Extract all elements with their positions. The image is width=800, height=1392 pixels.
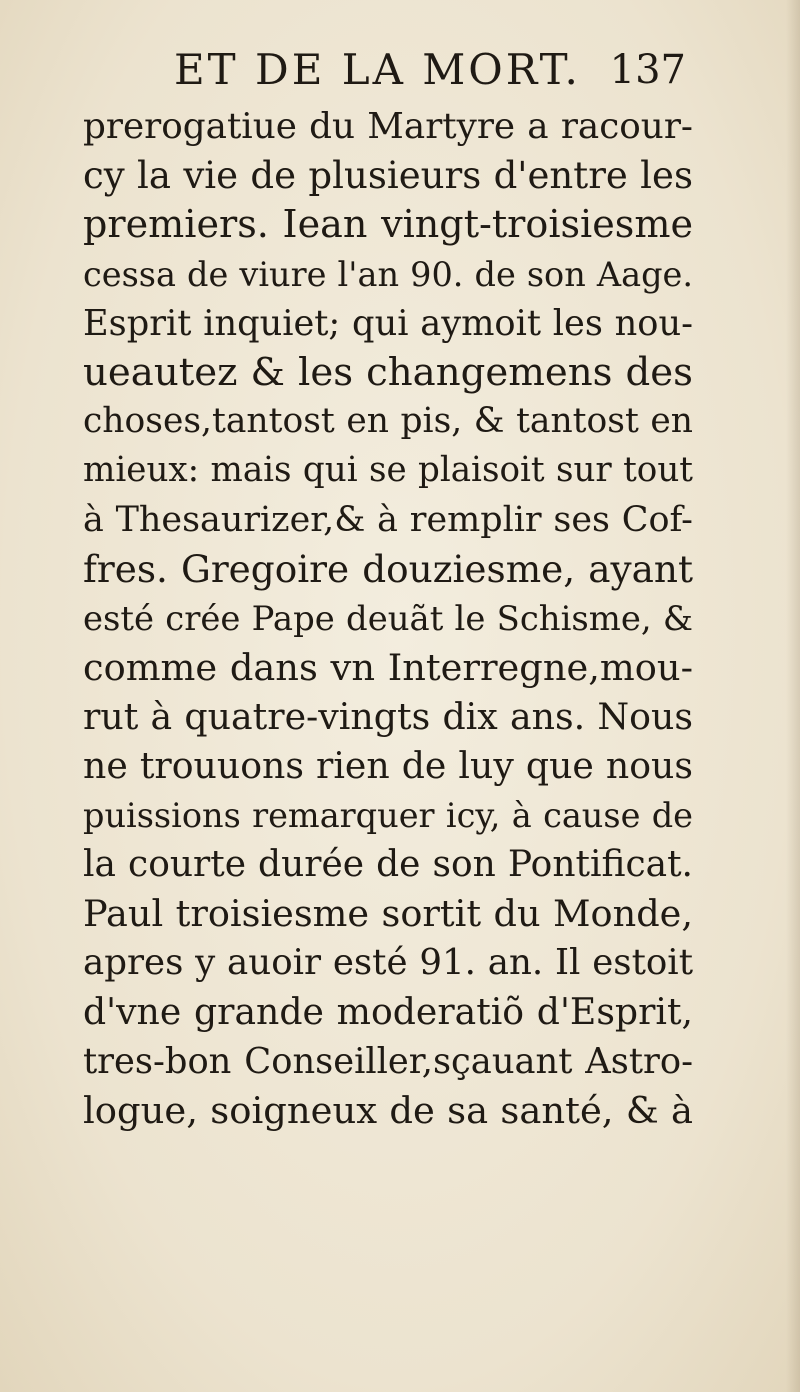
text-line: tres-bon Conseiller,sçauant Astro- (83, 1040, 693, 1082)
text-line: mieux: mais qui se plaisoit sur tout (83, 450, 693, 491)
text-line: choses,tantost en pis, & tantost en (83, 401, 693, 442)
text-line: rut à quatre-vingts dix ans. Nous (83, 695, 693, 739)
page-edge-shadow (786, 0, 800, 1392)
text-line: cessa de viure l'an 90. de son Aage. (83, 254, 693, 294)
text-line: logue, soigneux de sa santé, & à (83, 1088, 693, 1132)
text-line: puissions remarquer icy, à cause de (83, 795, 693, 835)
text-line: Paul troisiesme sortit du Monde, (83, 892, 693, 935)
text-line: apres y auoir esté 91. an. Il estoit (83, 942, 693, 984)
text-line: fres. Gregoire douziesme, ayant (83, 546, 693, 591)
text-line: ne trouuons rien de luy que nous (83, 744, 693, 788)
text-line: d'vne grande moderatiõ d'Esprit, (83, 990, 693, 1034)
text-line: cy la vie de plusieurs d'entre les (83, 154, 693, 198)
page-header (80, 40, 690, 98)
text-line: la courte durée de son Pontificat. (83, 843, 693, 885)
body-text (83, 102, 693, 1135)
text-line: à Thesaurizer,& à remplir ses Cof- (83, 499, 693, 540)
text-line: esté crée Pape deuãt le Schisme, & (83, 598, 693, 638)
text-line: prerogatiue du Martyre a racour- (83, 106, 693, 147)
text-line: premiers. Iean vingt-troisiesme (83, 202, 693, 247)
text-line: Esprit inquiet; qui aymoit les nou- (83, 302, 693, 344)
page-number: 137 (609, 47, 686, 93)
text-line: comme dans vn Interregne,mou- (83, 646, 693, 690)
running-title: ET DE LA MORT. (174, 45, 581, 94)
text-line: ueautez & les changemens des (83, 349, 693, 395)
